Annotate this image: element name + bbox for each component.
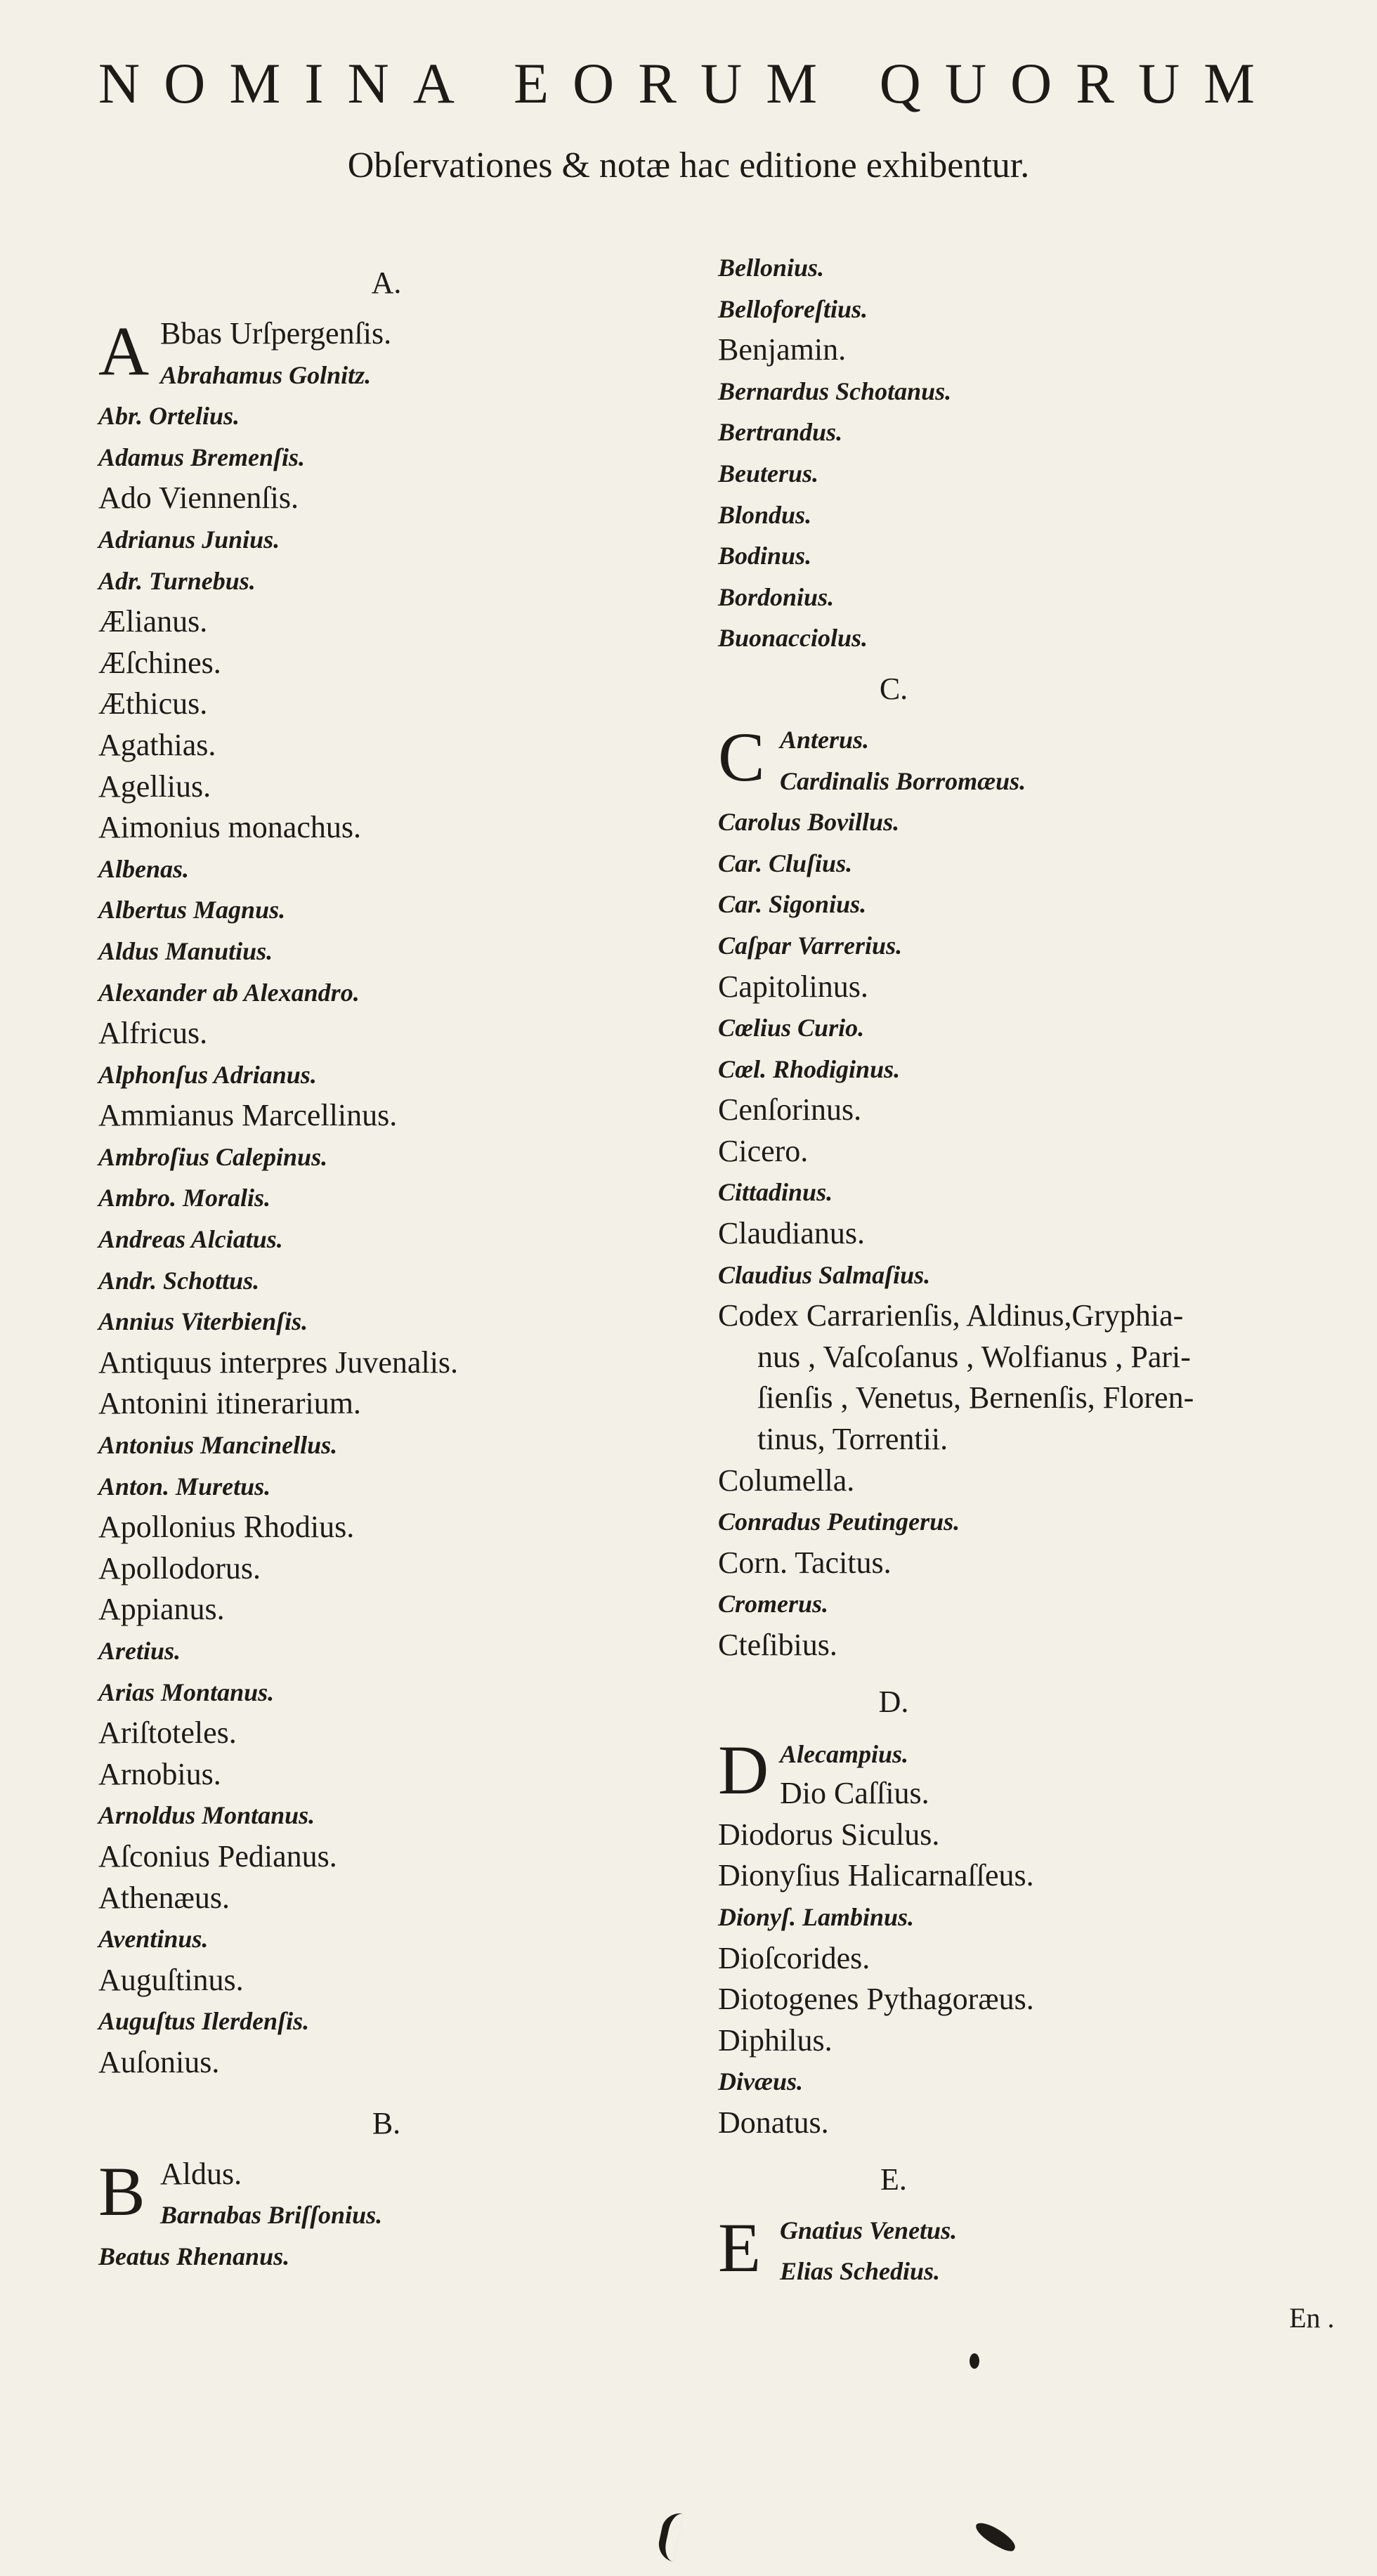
- section-d-list: [718, 1815, 1322, 2144]
- index-entry: Appianus.: [98, 1592, 225, 1627]
- entry-text: Bbas Urſpergenſis.: [160, 316, 392, 351]
- entry-text: Alecampius.: [780, 1739, 909, 1768]
- codex-line: ſienſis , Venetus, Bernenſis, Floren-: [757, 1380, 1194, 1416]
- index-entry: Apollonius Rhodius.: [98, 1510, 355, 1545]
- index-entry: Adamus Bremenſis.: [98, 443, 306, 471]
- index-entry: Cittadinus.: [718, 1178, 833, 1207]
- index-entry: Aretius.: [98, 1637, 181, 1665]
- index-entry: Corn. Tacitus.: [718, 1545, 892, 1580]
- section-heading-e: E.: [880, 2162, 907, 2197]
- index-entry: Arias Montanus.: [98, 1678, 275, 1706]
- section-a-list: [98, 395, 674, 2083]
- index-entry: Adr. Turnebus.: [98, 566, 256, 595]
- index-entry: Beatus Rhenanus.: [98, 2242, 290, 2270]
- section-heading-a: A.: [371, 266, 402, 300]
- index-entry: Ariſtoteles.: [98, 1715, 237, 1751]
- page-title: NOMINA EORUM QUORUM: [98, 51, 1279, 115]
- index-entry: Capitolinus.: [718, 969, 868, 1004]
- index-entry: Aſconius Pedianus.: [98, 1838, 337, 1874]
- index-entry: Auſonius.: [98, 2044, 220, 2079]
- index-entry: Æthicus.: [98, 686, 208, 721]
- ink-spot: [970, 2353, 979, 2369]
- index-entry: Bernardus Schotanus.: [718, 377, 952, 405]
- index-entry: Albertus Magnus.: [98, 896, 286, 924]
- section-b-list: [98, 2236, 674, 2277]
- codex-entry: [718, 1295, 1322, 1460]
- index-entry: Car. Sigonius.: [718, 890, 867, 919]
- index-entry: Bordonius.: [718, 582, 835, 611]
- index-entry: Conradus Peutingerus.: [718, 1508, 960, 1536]
- index-entry: Albenas.: [98, 854, 190, 883]
- index-entry: Andr. Schottus.: [98, 1266, 260, 1295]
- lead-list: [718, 247, 1322, 659]
- entry-text: Anterus.: [780, 725, 870, 754]
- page-subtitle: Obſervationes & notæ hac editione exhibentur.: [347, 145, 1030, 185]
- section-d-second-entry: Dio Caſſius.: [780, 1776, 929, 1811]
- right-column: [718, 247, 1322, 2292]
- index-entry: Cicero.: [718, 1133, 809, 1168]
- index-entry: Auguſtus Ilerdenſis.: [98, 2007, 310, 2036]
- index-entry: Donatus.: [718, 2105, 829, 2140]
- index-entry: Claudianus.: [718, 1216, 865, 1251]
- index-entry: Auguſtinus.: [98, 1962, 244, 1997]
- index-entry: Diotogenes Pythagoræus.: [718, 1982, 1034, 2017]
- index-entry: Arnoldus Montanus.: [98, 1801, 315, 1830]
- section-e-second-entry: Elias Schedius.: [780, 2257, 941, 2286]
- index-entry: Cenſorinus.: [718, 1092, 862, 1127]
- section-c-list-after: [718, 1460, 1322, 1666]
- codex-line: tinus, Torrentii.: [757, 1422, 948, 1457]
- index-entry: Antonini itinerarium.: [98, 1386, 361, 1421]
- index-entry: Beuterus.: [718, 459, 819, 488]
- section-heading-d: D.: [878, 1684, 909, 1719]
- index-entry: Caſpar Varrerius.: [718, 931, 903, 960]
- ink-mark: [972, 2519, 1019, 2554]
- catchword: En .: [1289, 2302, 1335, 2334]
- index-entry: Annius Viterbienſis.: [98, 1307, 308, 1336]
- index-entry: Carolus Bovillus.: [718, 808, 900, 837]
- index-entry: Antiquus interpres Juvenalis.: [98, 1345, 459, 1380]
- index-entry: Divæus.: [718, 2067, 804, 2096]
- index-entry: Agellius.: [98, 769, 211, 804]
- ink-mark: [655, 2510, 684, 2562]
- section-heading-c: C.: [879, 671, 908, 706]
- codex-line: Codex Carrarienſis, Aldinus,Gryphia-: [718, 1298, 1184, 1333]
- index-entry: Ælianus.: [98, 604, 208, 639]
- index-entry: Æſchines.: [98, 645, 221, 680]
- index-entry: Alphonſus Adrianus.: [98, 1060, 317, 1089]
- index-entry: Bellonius.: [718, 254, 825, 282]
- index-entry: Benjamin.: [718, 332, 847, 367]
- index-entry: Car. Cluſius.: [718, 849, 853, 877]
- index-entry: Cœlius Curio.: [718, 1014, 865, 1042]
- index-entry: Apollodorus.: [98, 1550, 261, 1586]
- index-entry: Cromerus.: [718, 1590, 829, 1619]
- index-entry: Columella.: [718, 1463, 855, 1498]
- index-entry: Dionyſ. Lambinus.: [718, 1902, 915, 1931]
- index-entry: Alexander ab Alexandro.: [98, 978, 360, 1007]
- dropcap-a: A: [98, 312, 150, 390]
- entry-text: Aldus.: [160, 2156, 242, 2191]
- dropcap-d: D: [718, 1730, 769, 1809]
- index-entry: Blondus.: [718, 500, 812, 529]
- index-entry: Agathias.: [98, 727, 216, 762]
- index-entry: Ammianus Marcellinus.: [98, 1098, 398, 1133]
- dropcap-c: C: [718, 717, 765, 796]
- index-entry: Adrianus Junius.: [98, 525, 280, 554]
- index-entry: Dionyſius Halicarnaſſeus.: [718, 1858, 1034, 1893]
- codex-line: nus , Vaſcoſanus , Wolfianus , Pari-: [757, 1339, 1191, 1374]
- section-b-second-entry: Barnabas Briſſonius.: [160, 2201, 383, 2230]
- index-entry: Aventinus.: [98, 1925, 209, 1954]
- index-entry: Ambroſius Calepinus.: [98, 1142, 328, 1171]
- index-entry: Dioſcorides.: [718, 1940, 870, 1975]
- index-entry: Buonacciolus.: [718, 624, 868, 653]
- index-entry: Diodorus Siculus.: [718, 1817, 940, 1852]
- section-heading-b: B.: [372, 2105, 401, 2140]
- index-entry: Bodinus.: [718, 542, 812, 570]
- index-entry: Abr. Ortelius.: [98, 402, 240, 431]
- index-entry: Diphilus.: [718, 2022, 833, 2058]
- dropcap-b: B: [98, 2152, 145, 2230]
- index-entry: Anton. Muretus.: [98, 1472, 271, 1501]
- index-entry: Alfricus.: [98, 1016, 208, 1051]
- index-entry: Belloforeſtius.: [718, 294, 868, 323]
- index-entry: Ambro. Moralis.: [98, 1184, 271, 1212]
- index-entry: Aimonius monachus.: [98, 810, 361, 845]
- index-entry: Cœl. Rhodiginus.: [718, 1054, 901, 1083]
- index-entry: Athenæus.: [98, 1880, 230, 1915]
- section-a-second-entry: Abrahamus Golnitz.: [160, 360, 372, 389]
- section-c-list: [718, 802, 1322, 1295]
- entry-text: Gnatius Venetus.: [780, 2216, 958, 2244]
- left-column: [98, 253, 674, 2277]
- index-entry: Andreas Alciatus.: [98, 1225, 283, 1254]
- index-entry: Bertrandus.: [718, 418, 843, 447]
- index-entry: Cteſibius.: [718, 1628, 837, 1662]
- dropcap-e: E: [718, 2208, 762, 2287]
- index-entry: Ado Viennenſis.: [98, 480, 299, 516]
- section-c-second-entry: Cardinalis Borromæus.: [780, 766, 1026, 795]
- index-entry: Aldus Manutius.: [98, 936, 273, 965]
- index-entry: Antonius Mancinellus.: [98, 1431, 338, 1460]
- index-entry: Arnobius.: [98, 1756, 221, 1791]
- index-entry: Claudius Salmaſius.: [718, 1260, 931, 1289]
